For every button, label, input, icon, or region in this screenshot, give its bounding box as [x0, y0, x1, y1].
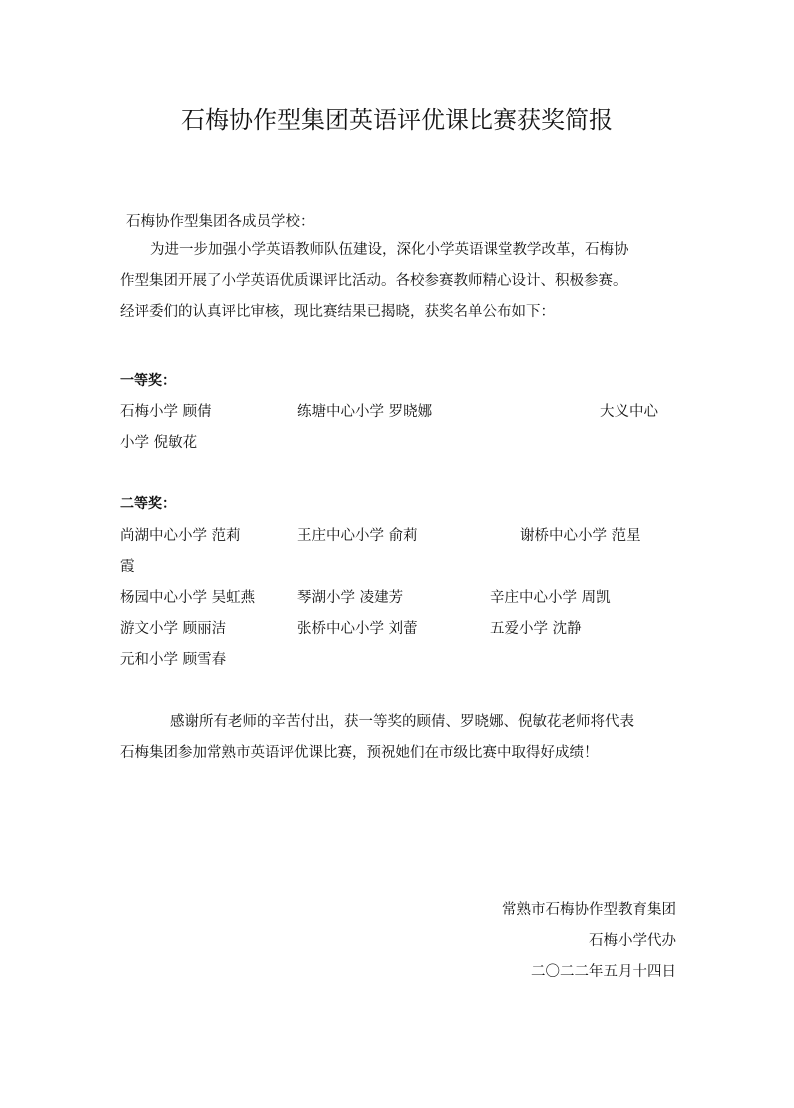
first-prize-entry: 小学 倪敏花	[120, 435, 198, 451]
first-prize-heading: 一等奖：	[120, 373, 176, 389]
intro-line-2: 作型集团开展了小学英语优质课评比活动。各校参赛教师精心设计、积极参赛。	[120, 273, 628, 289]
second-prize-entry: 元和小学 顾雪春	[120, 652, 227, 668]
second-prize-entry: 琴湖小学 凌建芳	[297, 590, 404, 606]
second-prize-entry: 谢桥中心小学 范星	[520, 528, 641, 544]
second-prize-entry: 游文小学 顾丽洁	[120, 621, 227, 637]
first-prize-entry: 练塘中心小学 罗晓娜	[297, 404, 433, 420]
signature-org: 常熟市石梅协作型教育集团	[502, 902, 676, 918]
second-prize-entry: 杨园中心小学 吴虹燕	[120, 590, 256, 606]
second-prize-entry: 霞	[120, 559, 135, 575]
second-prize-heading: 二等奖：	[120, 496, 176, 512]
second-prize-entry: 王庄中心小学 俞莉	[297, 528, 418, 544]
intro-line-3: 经评委们的认真评比审核，现比赛结果已揭晓，获奖名单公布如下：	[120, 304, 555, 320]
page-title: 石梅协作型集团英语评优课比赛获奖简报	[181, 106, 613, 134]
second-prize-entry: 五爱小学 沈静	[490, 621, 582, 637]
closing-line-2: 石梅集团参加常熟市英语评优课比赛，预祝她们在市级比赛中取得好成绩！	[120, 745, 599, 761]
intro-line-1: 为进一步加强小学英语教师队伍建设，深化小学英语课堂教学改革，石梅协	[150, 242, 629, 258]
second-prize-entry: 张桥中心小学 刘蕾	[297, 621, 418, 637]
salutation: 石梅协作型集团各成员学校：	[126, 214, 315, 230]
first-prize-entry: 石梅小学 顾倩	[120, 404, 212, 420]
signature-agent: 石梅小学代办	[589, 933, 676, 949]
signature-date: 二〇二二年五月十四日	[531, 964, 676, 980]
second-prize-entry: 辛庄中心小学 周凯	[490, 590, 611, 606]
closing-line-1: 感谢所有老师的辛苦付出，获一等奖的顾倩、罗晓娜、倪敏花老师将代表	[170, 714, 634, 730]
first-prize-entry: 大义中心	[600, 404, 658, 420]
second-prize-entry: 尚湖中心小学 范莉	[120, 528, 241, 544]
